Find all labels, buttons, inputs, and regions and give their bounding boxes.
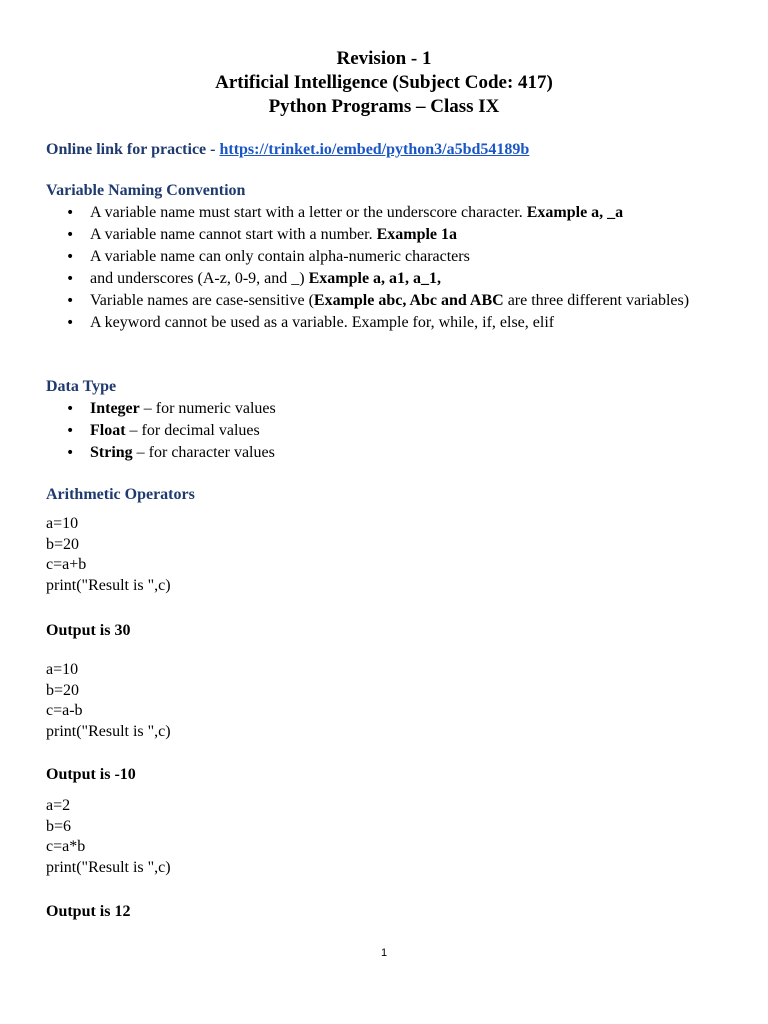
output-addition: Output is 30 (46, 622, 131, 639)
datatype-bullet-list (46, 398, 736, 464)
code-block-subtraction: a=10 b=20 c=a-b print("Result is ",c) (46, 661, 171, 741)
bullet-example: Example abc, Abc and ABC (313, 292, 504, 309)
list-item (46, 398, 736, 420)
bullet-text: A keyword cannot be used as a variable. Example for, while, if, else, elif (90, 314, 555, 331)
type-name: String (90, 444, 133, 461)
list-item (46, 224, 736, 246)
bullet-example: Example 1a (376, 226, 458, 243)
heading-variable-naming: Variable Naming Convention (46, 182, 246, 199)
list-item (46, 202, 736, 224)
bullet-text: A variable name can only contain alpha-numeric characters (90, 248, 470, 265)
bullet-text: A variable name cannot start with a number. (90, 226, 377, 243)
practice-line (46, 139, 746, 161)
practice-label: Online link for practice (46, 141, 207, 158)
code-block-multiplication: a=2 b=6 c=a*b print("Result is ",c) (46, 797, 171, 877)
output-multiplication: Output is 12 (46, 903, 131, 920)
bullet-text-end: are three different variables) (503, 292, 690, 309)
title-class: Python Programs – Class IX (268, 96, 500, 117)
code-block-addition: a=10 b=20 c=a+b print("Result is ",c) (46, 515, 171, 595)
bullet-example: Example a, a1, a_1, (308, 270, 442, 287)
practice-separator: - (206, 141, 220, 158)
practice-link[interactable]: https://trinket.io/embed/python3/a5bd54189b (219, 141, 530, 158)
type-description: – for decimal values (125, 422, 260, 439)
page-number: 1 (380, 947, 388, 959)
bullet-text: A variable name must start with a letter or the underscore character. (90, 204, 527, 221)
type-name: Integer (90, 400, 140, 417)
list-item (46, 420, 736, 442)
bullet-example: Example a, _a (526, 204, 624, 221)
title-block (0, 47, 768, 119)
output-subtraction: Output is -10 (46, 766, 136, 783)
title-revision: Revision - 1 (336, 48, 432, 69)
type-description: – for numeric values (139, 400, 276, 417)
list-item (46, 442, 736, 464)
list-item (46, 290, 736, 312)
heading-data-type: Data Type (46, 378, 117, 395)
list-item (46, 268, 736, 290)
list-item (46, 312, 736, 334)
list-item (46, 246, 736, 268)
naming-bullet-list (46, 202, 736, 334)
type-name: Float (90, 422, 126, 439)
bullet-text: and underscores (A-z, 0-9, and _) (90, 270, 309, 287)
heading-arithmetic-operators: Arithmetic Operators (46, 486, 195, 503)
title-subject: Artificial Intelligence (Subject Code: 417) (215, 72, 553, 93)
bullet-text: Variable names are case-sensitive ( (90, 292, 314, 309)
type-description: – for character values (132, 444, 275, 461)
